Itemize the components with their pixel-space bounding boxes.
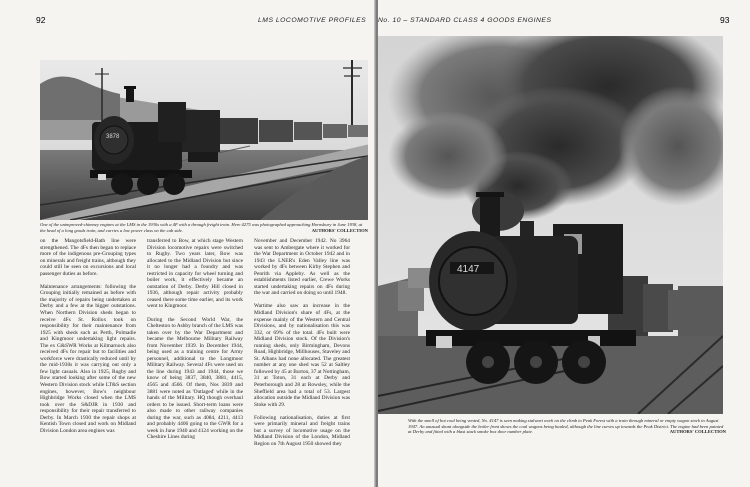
photo-credit-left: AUTHORS' COLLECTION bbox=[311, 227, 368, 233]
text-column-1: on the Mangotsfield-Bath line were strengthened. The 4Fs then began to replace more of the indigenous pre-Grouping types on minerals and freight trains, although they could still be seen on excursions and local passenger duties as before. Maintenance arrangements: following the Grouping initially remained as before with the majority of repairs being undertaken at Derby and a few at the bigger outstations. When Northern Division sheds began to receive 4Fs St. Rollox took on responsibility for their maintenance from 1925 with sheds such as Perth, Polmadie and Kingmoor undertaking light repairs. The ex G&SWR Works at Kilmarnock also received 4Fs for repair but to facilities and workforce were drastically reduced until by the mid-1930s it was carrying out only a few light casuals. Also in 1925, Rugby and Bow started looking after some of the new Western Division stock while LT&S section engines, however, Bow's neighbour Highbridge Works closed when the LMS took over the S&DJR in 1930 and responsibility for their repair transferred to Derby. In March 1930 the repair shops at Kentish Town closed and work on Midland Division London area engines was bbox=[40, 238, 136, 434]
photo-freight-train-image bbox=[40, 60, 368, 220]
issue-title: STANDARD CLASS 4 GOODS ENGINES bbox=[410, 17, 552, 24]
caption-text-right: With the smell of hot coal being vented, No. 4147 is seen making stalwart work on the climb to Peak Forest with a train through mineral or empty wagon stock in August 1947. An unusual shunt alongside the boiler front shows the coal wagons being hauled, although the line curves up towards the Peak District. The engine had been painted at Derby and fitted with a blast stack smoke box door number plate. bbox=[408, 418, 724, 435]
photo-freight-train bbox=[40, 60, 368, 220]
loco-number-plate-left: 3878 bbox=[106, 134, 120, 140]
photo-4147-smoke bbox=[378, 36, 723, 414]
photo-caption-right bbox=[408, 418, 726, 435]
right-page bbox=[378, 0, 750, 487]
photo-caption-left bbox=[40, 222, 368, 233]
header-separator: – bbox=[403, 17, 411, 24]
text-column-2: transferred to Bow, at which stage Western Division locomotive repairs were switched to Rugby. Two years later, Bow was allocated to the Midland Division but since it no longer had a foundry and was restricted in capacity for wheel turning and boiler work, it effectively became an outstation of Derby. Derby Hill closed in 1936, although repair activity probably ceased there some time earlier, and its work went to Kingmoor. During the Second World War, the Chelteston to Ashby branch of the LMS was taken over by the War Department and became the Melbourne Military Railway from November 1939. In December 1944, being used as a training centre for Army personnel, additional to the Longmoor Military Railway. Several 4Fs were used on the line during 1943 and 1944, those we know of being 3837, 3840, 3881, 4415, 4565 and 4566. Of them, Nos 3839 and 3881 were noted as 'Outlaged' while in the hands of the Military. HQ though overhaul orders to be issued. Short-term loans were also made to other railway companies during the war, such as 4084, 4211, 4413 and probably 4406 going to the GWR for a week in June 1940 and 4124 working on the Cheshire Lines during bbox=[147, 238, 243, 441]
loco-number-plate-right: 4147 bbox=[457, 264, 480, 275]
text-column-3: November and December 1942. No 3964 was sent to Ambergate where it worked for the War Department in October 1942 and in 1943 the LNER's Eden Valley line was worked by 4Fs between Kirby Stephen and Penrith via Appleby. As well as the establishments listed earlier, Crewe Works started undertaking repairs on 4Fs during the war and carried on doing so until 1948. Wartime also saw an increase in the Midland Division's share of 4Fs, at the expense mainly of the Western and Central Divisions, and by nationalisation this was 332, or 69% of the total. 4Fs built were Midland Division stock. Of the Division's running sheds, only Birmingham, Devons Road, Highbridge, Millhouses, Staveley and St. Albans had none allocated. The greatest number at any one shed was 52 at Saltley followed by 45 at Burton, 37 at Nottingham, 31 at Toton, 31 each at Derby and Peterborough and 28 at Rowsley, while the Sheffield area had a total of 53. Largest allocation outside the Midland Division was Stoke with 29. Following nationalisation, duties at first were primarily mineral and freight trains but a survey of locomotive usage on the Midland Division of the London, Midland Region on 7th August 1950 showed they bbox=[254, 238, 350, 447]
issue-number: No. 10 bbox=[378, 17, 402, 24]
page-number-left: 92 bbox=[36, 15, 46, 25]
caption-text-left: One of the unimproved-chimney engines at the LMS in the 1930s with a 4F with a through freight train. Here 4275 was photographed approaching Hornsbury in June 1938, at the head of a long goods train, and carries a low power class on the cab side. bbox=[40, 222, 363, 233]
photo-4147-image bbox=[378, 36, 723, 414]
photo-credit-right: AUTHORS' COLLECTION bbox=[669, 429, 726, 435]
running-header-right bbox=[378, 17, 552, 24]
page-number-right: 93 bbox=[720, 15, 730, 25]
running-header: LMS LOCOMOTIVE PROFILES bbox=[258, 17, 367, 24]
